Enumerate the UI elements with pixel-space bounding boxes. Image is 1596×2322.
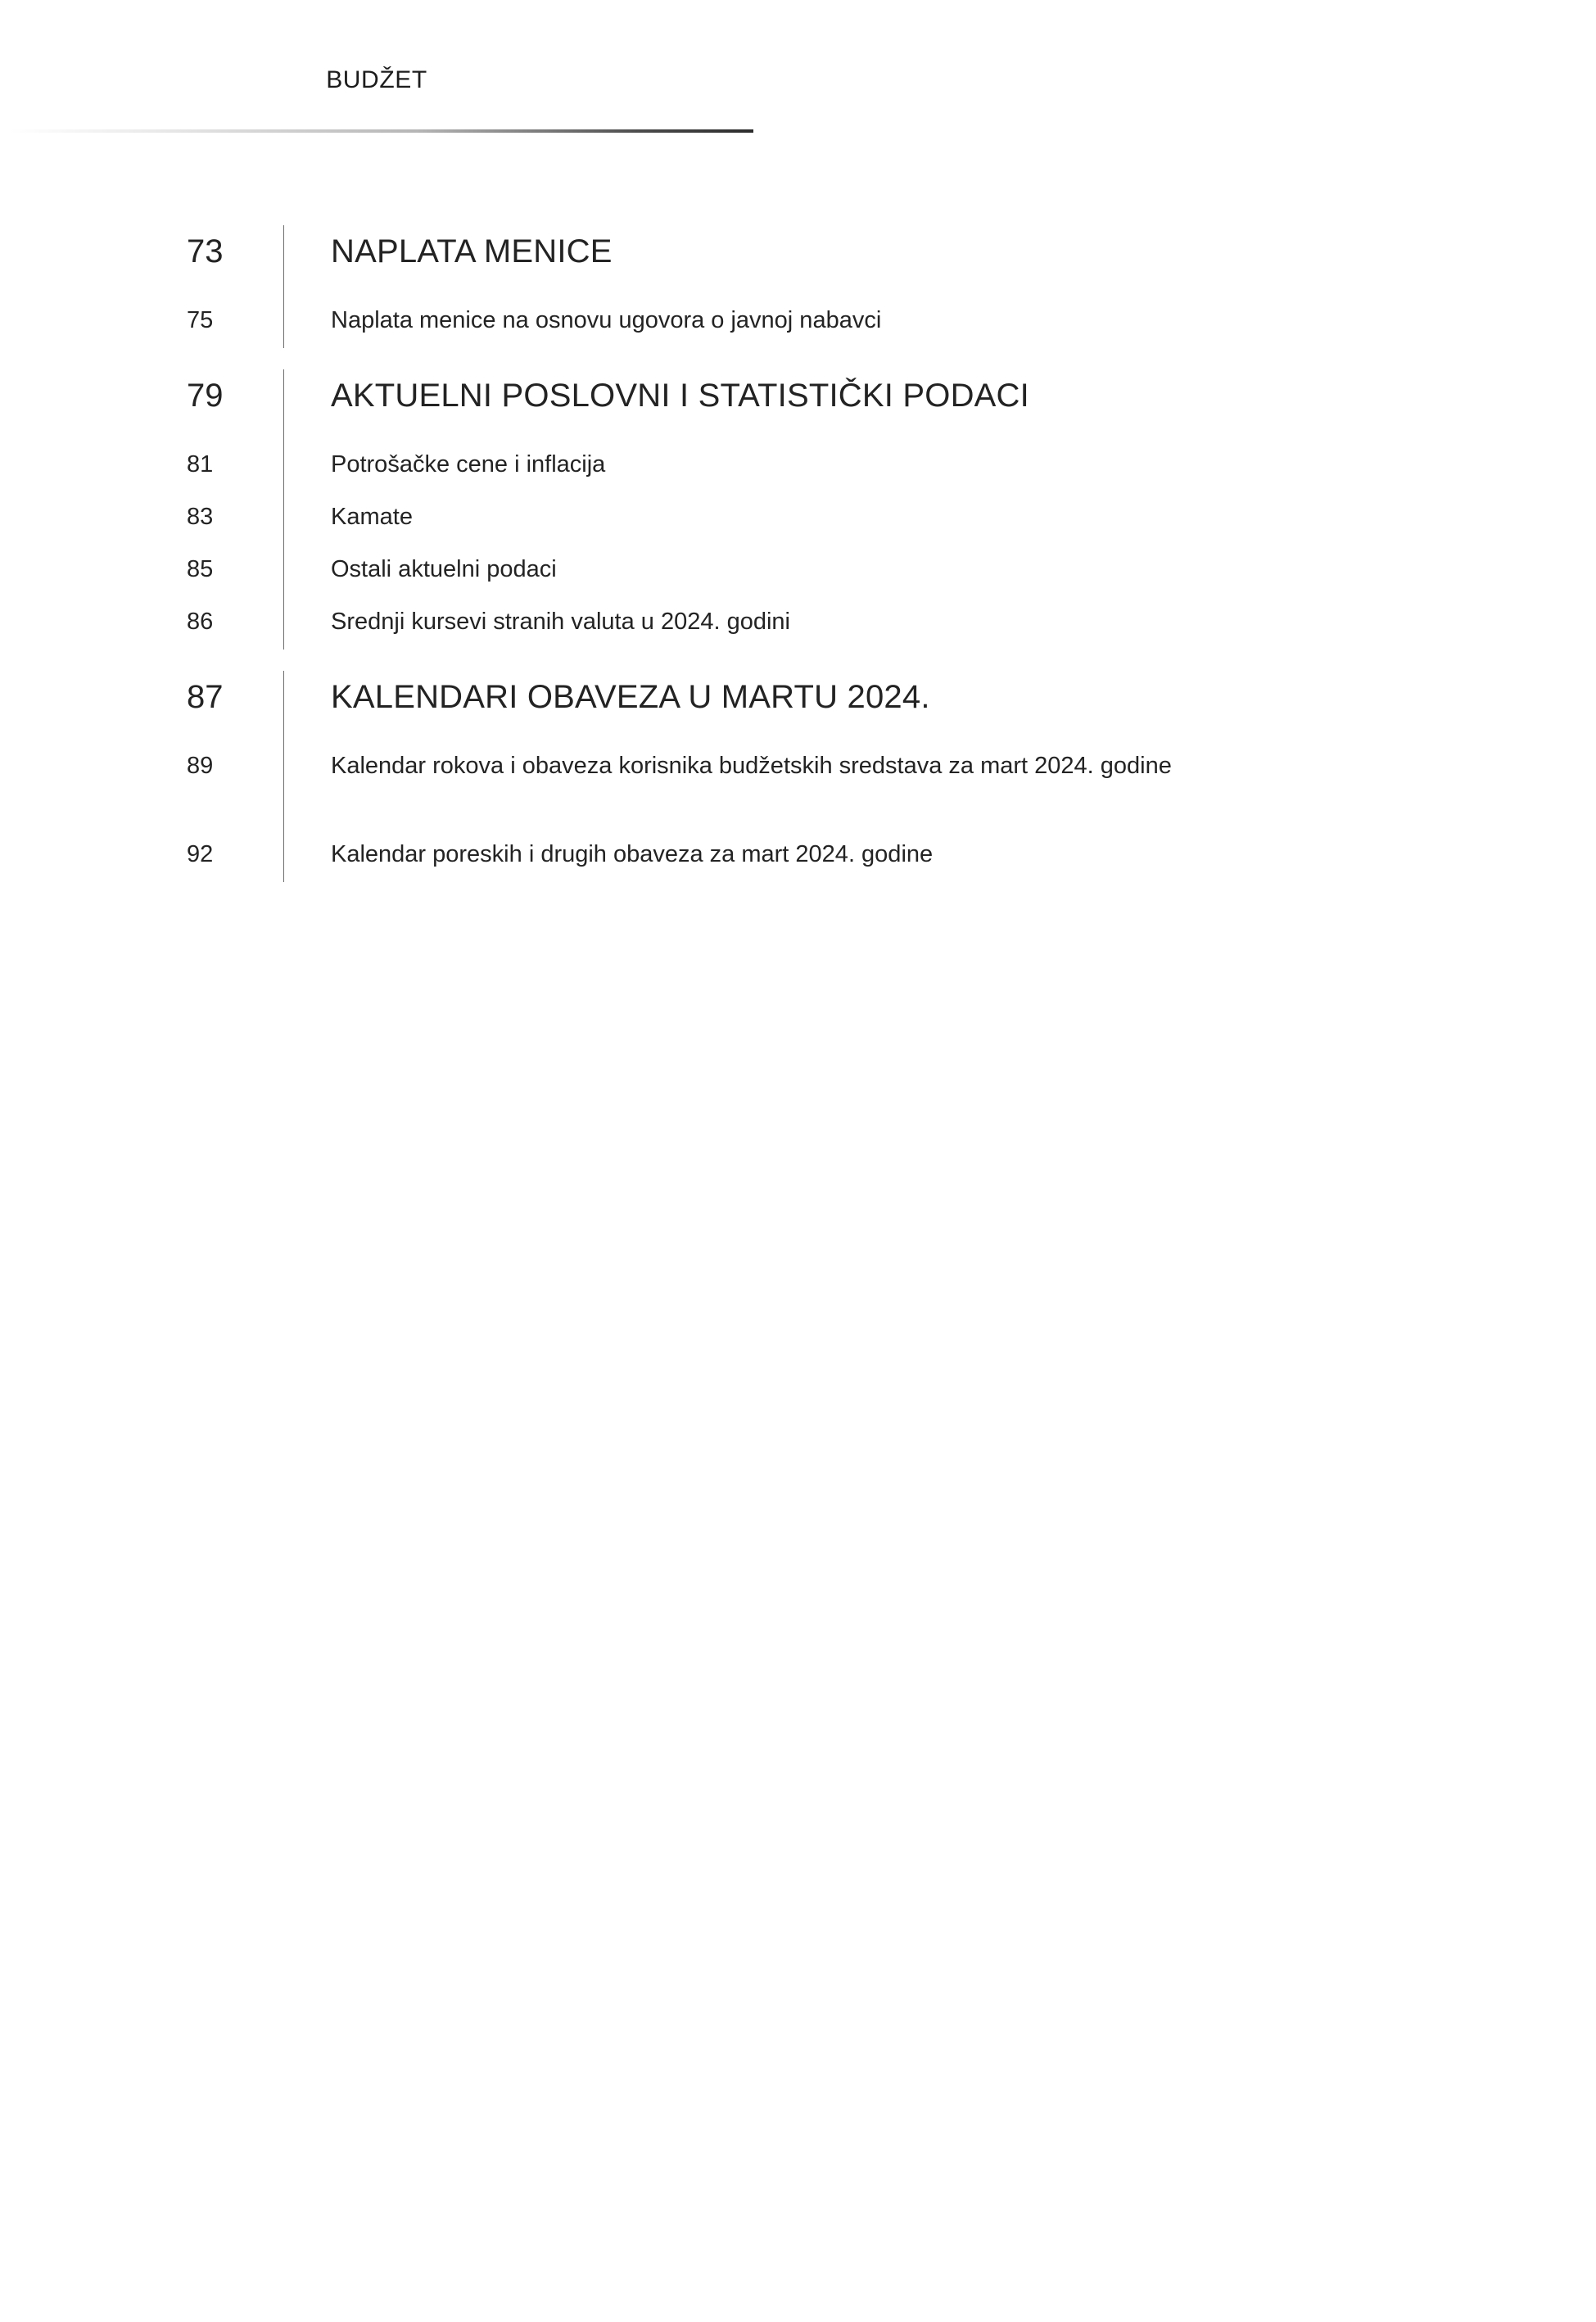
- page-header: [0, 0, 1596, 131]
- toc-entry-page: 89: [187, 753, 214, 779]
- toc-entry-label: Srednji kursevi stranih valuta u 2024. godini: [331, 609, 790, 635]
- toc-section-spacer: [187, 348, 1415, 369]
- toc-entry-label: Kalendar poreskih i drugih obaveza za mart 2024. godine: [331, 841, 934, 867]
- toc-entry-label: Kalendar rokova i obaveza korisnika budžetskih sredstava za mart 2024. godine: [331, 753, 1172, 779]
- toc-section: [187, 225, 1415, 348]
- toc-entry-row[interactable]: [187, 492, 1415, 545]
- toc-entry-row[interactable]: [187, 545, 1415, 597]
- toc-chapter-page: 87: [187, 679, 224, 715]
- toc-chapter-title: NAPLATA MENICE: [331, 233, 613, 269]
- toc-entry-page: 81: [187, 451, 214, 478]
- toc-entry-page: 85: [187, 556, 214, 582]
- toc-entry-page: 75: [187, 307, 214, 333]
- table-of-contents: [187, 225, 1415, 882]
- page-title: BUDŽET: [326, 66, 427, 93]
- toc-entry-label: Potrošačke cene i inflacija: [331, 451, 606, 478]
- toc-entry-row[interactable]: [187, 597, 1415, 650]
- toc-entry-label: Kamate: [331, 504, 413, 530]
- toc-entry-label: Naplata menice na osnovu ugovora o javnoj nabavci: [331, 307, 882, 333]
- toc-entry-row[interactable]: [187, 440, 1415, 492]
- toc-chapter-page: 79: [187, 378, 224, 414]
- toc-chapter-row[interactable]: [187, 671, 1415, 741]
- toc-entry-page: 92: [187, 841, 214, 867]
- toc-section: [187, 369, 1415, 650]
- toc-entry-label: Ostali aktuelni podaci: [331, 556, 557, 582]
- toc-entry-row[interactable]: [187, 296, 1415, 348]
- toc-entry-page: 83: [187, 504, 214, 530]
- toc-chapter-title: AKTUELNI POSLOVNI I STATISTIČKI PODACI: [331, 378, 1029, 414]
- toc-entry-row[interactable]: [187, 741, 1415, 830]
- toc-chapter-page: 73: [187, 233, 224, 269]
- toc-entry-page: 86: [187, 609, 214, 635]
- toc-section: [187, 671, 1415, 882]
- toc-chapter-title: KALENDARI OBAVEZA U MARTU 2024.: [331, 679, 930, 715]
- toc-section-spacer: [187, 650, 1415, 671]
- header-divider: [10, 129, 753, 133]
- toc-entry-row[interactable]: [187, 830, 1415, 882]
- toc-chapter-row[interactable]: [187, 225, 1415, 296]
- toc-chapter-row[interactable]: [187, 369, 1415, 440]
